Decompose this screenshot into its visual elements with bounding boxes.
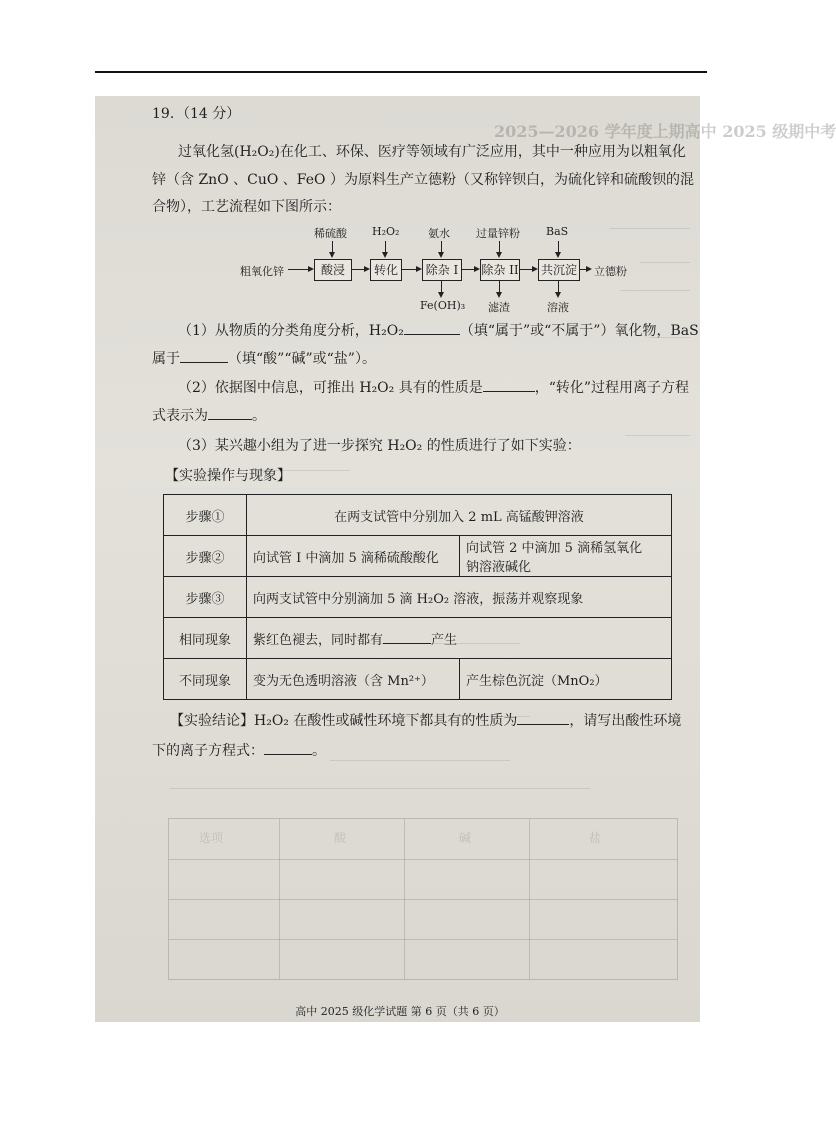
flow-output: Fe(OH)₃ — [420, 299, 466, 312]
part2-line2 — [152, 405, 266, 426]
part2-text-a: （2）依据图中信息，可推出 H₂O₂ 具有的性质是 — [178, 380, 483, 396]
flow-step: 除杂 II — [480, 259, 520, 281]
answer-blank — [208, 405, 252, 420]
answer-blank — [383, 629, 431, 644]
same-phenomenon-text — [247, 618, 672, 659]
step-2-tube2-line2: 钠溶液碱化 — [466, 560, 532, 575]
arrow-icon — [329, 252, 335, 258]
flow-end-label: 立德粉 — [594, 265, 627, 278]
ghost-table-header: 选项 — [199, 831, 224, 845]
answer-blank — [404, 320, 460, 335]
experiment-table — [163, 494, 672, 700]
table-row — [164, 618, 672, 659]
ghost-line — [620, 290, 690, 291]
intro-line-1: 过氧化氢(H₂O₂)在化工、环保、医疗等领域有广泛应用，其中一种应用为以粗氧化 — [178, 144, 686, 160]
question-score: （14 分） — [176, 106, 241, 122]
conclusion-text-c: 下的离子方程式： — [152, 743, 264, 759]
ghost-line — [330, 760, 510, 761]
diff-phenomenon-head: 不同现象 — [164, 659, 247, 700]
flow-input: H₂O₂ — [372, 225, 400, 238]
arrow-icon — [586, 266, 592, 272]
arrow-icon — [496, 252, 502, 258]
step-1-text: 在两支试管中分别加入 2 mL 高锰酸钾溶液 — [247, 495, 672, 536]
conclusion-text-d: 。 — [312, 743, 326, 759]
table-row — [164, 495, 672, 536]
same-phenomenon-text-a: 紫红色褪去，同时都有 — [253, 632, 384, 648]
flow-step: 共沉淀 — [538, 259, 580, 281]
conclusion-line2 — [152, 740, 326, 761]
step-2-tube2-line1: 向试管 2 中滴加 5 滴稀氢氧化 — [466, 541, 643, 556]
page-footer: 高中 2025 级化学试题 第 6 页（共 6 页） — [295, 1005, 505, 1018]
answer-blank — [180, 348, 228, 363]
ghost-title: 2025—2026 学年度上期高中 2025 级期中考 — [494, 122, 836, 141]
ghost-table-header: 碱 — [459, 831, 472, 845]
step-3-head: 步骤③ — [164, 577, 247, 618]
diff-phenomenon-acid: 变为无色透明溶液（含 Mn²⁺） — [247, 659, 460, 700]
step-2-tube1: 向试管 I 中滴加 5 滴稀硫酸酸化 — [247, 536, 460, 577]
ghost-line — [625, 435, 690, 436]
flow-step: 酸浸 — [314, 259, 352, 281]
intro-line-3: 合物），工艺流程如下图所示： — [152, 199, 341, 215]
conclusion-text-b: ，请写出酸性环境 — [569, 713, 682, 729]
part2-text-b: ，“转化”过程用离子方程 — [534, 380, 690, 396]
arrow-icon — [555, 252, 561, 258]
ghost-line — [610, 228, 690, 229]
table-row — [164, 577, 672, 618]
flow-start-label: 粗氧化锌 — [240, 265, 284, 278]
intro-line-2: 锌（含 ZnO 、CuO 、FeO ）为原料生产立德粉（又称锌钡白，为硫化锌和硫酸钡的混 — [152, 172, 694, 188]
part1-text-a: （1）从物质的分类角度分析，H₂O₂ — [178, 323, 404, 339]
part1-text-c: 属于 — [152, 351, 180, 367]
arrow-icon — [496, 292, 502, 298]
part3-line: （3）某兴趣小组为了进一步探究 H₂O₂ 的性质进行了如下实验： — [178, 438, 581, 454]
ghost-table-header: 盐 — [589, 831, 602, 845]
experiment-label: 【实验操作与现象】 — [165, 468, 291, 484]
answer-blank — [264, 740, 312, 755]
answer-blank — [517, 710, 569, 725]
part1-text-d: （填“酸”“碱”或“盐”）。 — [228, 351, 376, 367]
ghost-line — [640, 262, 690, 263]
same-phenomenon-head: 相同现象 — [164, 618, 247, 659]
part1-text-b: （填“属于”或“不属于”）氧化物，BaS — [459, 323, 699, 339]
flow-input: 稀硫酸 — [314, 227, 347, 240]
answer-blank — [483, 377, 535, 392]
arrow-icon — [438, 292, 444, 298]
flow-step: 转化 — [370, 259, 402, 281]
flow-input: 过量锌粉 — [476, 227, 520, 240]
flow-input: 氨水 — [428, 227, 450, 240]
question-number: 19. — [152, 106, 175, 122]
step-2-tube2 — [460, 536, 672, 577]
step-2-head: 步骤② — [164, 536, 247, 577]
flow-step: 除杂 I — [422, 259, 462, 281]
ghost-table-header: 酸 — [334, 831, 347, 845]
flow-input: BaS — [546, 225, 569, 238]
step-3-text: 向两支试管中分别滴加 5 滴 H₂O₂ 溶液，振荡并观察现象 — [247, 577, 672, 618]
ghost-table — [168, 818, 678, 980]
part1-line1 — [178, 320, 699, 341]
arrow-icon — [438, 252, 444, 258]
table-row — [164, 536, 672, 577]
flow-output: 滤渣 — [488, 301, 510, 314]
ghost-line — [170, 788, 590, 789]
part2-line1 — [178, 377, 689, 398]
conclusion-line1 — [170, 710, 681, 731]
same-phenomenon-text-b: 产生 — [431, 632, 458, 648]
part1-line2 — [152, 348, 376, 369]
table-row — [164, 659, 672, 700]
conclusion-text-a: 【实验结论】H₂O₂ 在酸性或碱性环境下都具有的性质为 — [170, 713, 518, 729]
part2-text-c: 式表示为 — [152, 408, 208, 424]
flow-output: 溶液 — [547, 301, 569, 314]
diff-phenomenon-base: 产生棕色沉淀（MnO₂） — [460, 659, 672, 700]
process-flow-diagram — [240, 223, 627, 315]
part2-text-d: 。 — [252, 408, 266, 424]
step-1-head: 步骤① — [164, 495, 247, 536]
arrow-icon — [382, 252, 388, 258]
top-rule — [95, 71, 707, 73]
arrow-icon — [555, 292, 561, 298]
